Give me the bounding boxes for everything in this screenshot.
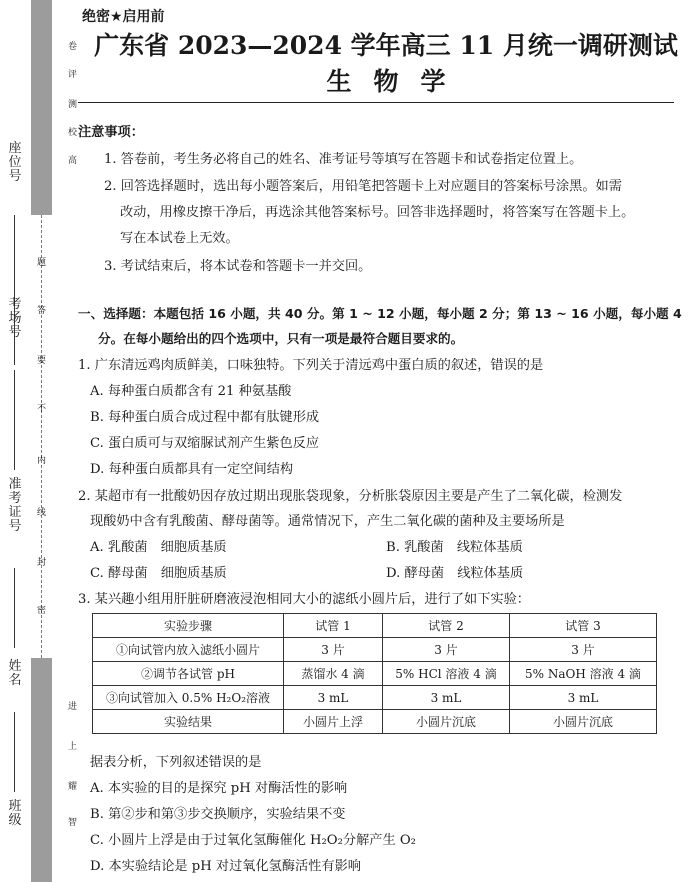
- table-cell: 3 片: [510, 638, 657, 662]
- notice-item: 改动，用橡皮擦干净后，再选涂其他答案标号。回答非选择题时，将答案写在答题卡上。: [120, 205, 635, 220]
- bar-char: 校: [67, 128, 77, 138]
- table-cell: 小圆片沉底: [383, 710, 510, 734]
- bar-char: 高: [67, 156, 77, 166]
- table-row: [93, 638, 657, 662]
- notice-item: 2. 回答选择题时，选出每小题答案后，用铅笔把答题卡上对应题目的答案标号涂黑。如需: [104, 179, 622, 194]
- seal-char: 答: [36, 306, 46, 316]
- table-cell: ②调节各试管 pH: [93, 662, 284, 686]
- binding-bar-top: [31, 0, 77, 215]
- seal-char: 不: [36, 404, 46, 414]
- table-cell: 蒸馏水 4 滴: [284, 662, 383, 686]
- question-1-stem: 1. 广东清远鸡肉质鲜美，口味独特。下列关于清远鸡中蛋白质的叙述，错误的是: [78, 358, 544, 373]
- class-label: 班级: [8, 799, 22, 828]
- q1-option-c: C. 蛋白质可与双缩脲试剂产生紫色反应: [90, 436, 320, 451]
- table-cell: 实验结果: [93, 710, 284, 734]
- q1-option-b: B. 每种蛋白质合成过程中都有肽键形成: [90, 410, 320, 425]
- q1-option-a: A. 每种蛋白质都含有 21 种氨基酸: [90, 384, 292, 399]
- confidential-mark: 绝密★启用前: [82, 9, 165, 25]
- table-header-row: [93, 614, 657, 638]
- experiment-table: [92, 613, 657, 734]
- question-3-stem: 3. 某兴趣小组用肝脏研磨液浸泡相同大小的滤纸小圆片后，进行了如下实验：: [78, 592, 530, 607]
- notice-heading: 注意事项：: [78, 125, 144, 140]
- subject-title: 生物学: [326, 67, 468, 96]
- seat-number-line[interactable]: [14, 215, 15, 365]
- q2-option-d: D. 酵母菌 线粒体基质: [386, 566, 524, 581]
- table-cell: ①向试管内放入滤纸小圆片: [93, 638, 284, 662]
- seal-char: 线: [36, 508, 46, 518]
- table-cell: 3 mL: [383, 686, 510, 710]
- bar-char: 测: [67, 100, 77, 110]
- binding-strip: [0, 0, 77, 882]
- seal-char: 题: [36, 258, 46, 268]
- q2-option-a: A. 乳酸菌 细胞质基质: [90, 540, 227, 555]
- table-cell: 5% HCl 溶液 4 滴: [383, 662, 510, 686]
- table-header-cell: 试管 1: [284, 614, 383, 638]
- bar-char: 进: [67, 702, 77, 712]
- section-heading-cont: 分。在每小题给出的四个选项中，只有一项是最符合题目要求的。: [98, 331, 464, 346]
- q3-option-c: C. 小圆片上浮是由于过氧化氢酶催化 H₂O₂分解产生 O₂: [90, 833, 416, 848]
- q2-option-b: B. 乳酸菌 线粒体基质: [386, 540, 523, 555]
- seal-char: 封: [36, 558, 46, 568]
- table-cell: 3 片: [383, 638, 510, 662]
- table-row: [93, 710, 657, 734]
- table-cell: 3 mL: [284, 686, 383, 710]
- name-line[interactable]: [14, 712, 15, 792]
- q1-option-d: D. 每种蛋白质都具有一定空间结构: [90, 462, 294, 477]
- question-2-stem: 2. 某超市有一批酸奶因存放过期出现胀袋现象，分析胀袋原因主要是产生了二氧化碳，检测发: [78, 489, 623, 504]
- seal-char: 密: [36, 606, 46, 616]
- exam-room-label: 考场号: [8, 297, 22, 340]
- table-cell: 3 片: [284, 638, 383, 662]
- seal-char: 要: [36, 356, 46, 366]
- section-heading: 一、选择题：本题包括 16 小题，共 40 分。第 1 ~ 12 小题，每小题 2 分；第 13 ~ 16 小题，每小题 4: [78, 306, 682, 321]
- question-2-stem-cont: 现酸奶中含有乳酸菌、酵母菌等。通常情况下，产生二氧化碳的菌种及主要场所是: [90, 514, 565, 529]
- q2-option-c: C. 酵母菌 细胞质基质: [90, 566, 227, 581]
- notice-item: 写在本试卷上无效。: [120, 231, 239, 246]
- admission-number-label: 准考证号: [8, 477, 22, 534]
- bar-char: 上: [67, 742, 77, 752]
- header-rule: [78, 102, 674, 103]
- bar-char: 智: [67, 818, 77, 828]
- seal-line: [41, 215, 42, 658]
- table-row: [93, 686, 657, 710]
- exam-title: 广东省 2023—2024 学年高三 11 月统一调研测试: [94, 31, 678, 60]
- q3-option-d: D. 本实验结论是 pH 对过氧化氢酶活性有影响: [90, 859, 361, 874]
- bar-char: 卷: [67, 42, 77, 52]
- notice-item: 3. 考试结束后，将本试卷和答题卡一并交回。: [104, 259, 372, 274]
- exam-room-line[interactable]: [14, 370, 15, 470]
- table-cell: 5% NaOH 溶液 4 滴: [510, 662, 657, 686]
- bar-char: 评: [67, 70, 77, 80]
- seal-char: 内: [36, 456, 46, 466]
- table-cell: 小圆片沉底: [510, 710, 657, 734]
- table-cell: 小圆片上浮: [284, 710, 383, 734]
- name-label: 姓名: [8, 659, 22, 688]
- table-header-cell: 试管 2: [383, 614, 510, 638]
- question-3-lead: 据表分析，下列叙述错误的是: [90, 755, 262, 770]
- table-row: [93, 662, 657, 686]
- table-cell: ③向试管加入 0.5% H₂O₂溶液: [93, 686, 284, 710]
- seat-number-label: 座位号: [8, 141, 22, 184]
- binding-bar-bottom: [31, 658, 77, 882]
- table-header-cell: 试管 3: [510, 614, 657, 638]
- q3-option-b: B. 第②步和第③步交换顺序，实验结果不变: [90, 807, 346, 822]
- table-cell: 3 mL: [510, 686, 657, 710]
- bar-char: 耀: [67, 782, 77, 792]
- table-header-cell: 实验步骤: [93, 614, 284, 638]
- notice-item: 1. 答卷前，考生务必将自己的姓名、准考证号等填写在答题卡和试卷指定位置上。: [104, 152, 583, 167]
- q3-option-a: A. 本实验的目的是探究 pH 对酶活性的影响: [90, 781, 348, 796]
- admission-number-line[interactable]: [14, 568, 15, 648]
